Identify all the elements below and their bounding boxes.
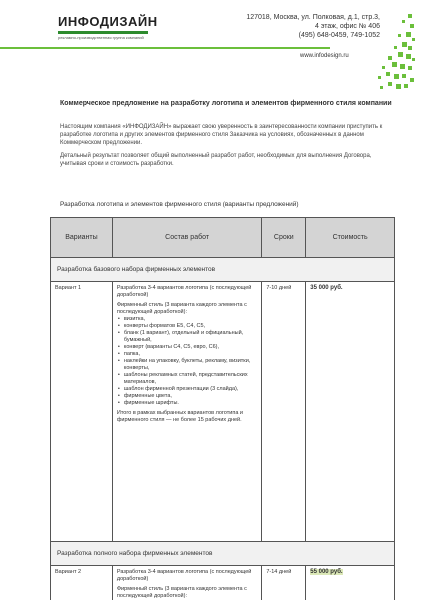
list-item: • фирменные цвета,	[117, 393, 257, 400]
company-logo	[58, 14, 158, 40]
variant-cell: Вариант 1	[51, 282, 113, 542]
contact-line: 4 этаж, офис № 406	[315, 23, 380, 30]
decorative-dots-icon	[336, 12, 416, 92]
header-divider	[0, 47, 330, 49]
list-item: • конверты форматов Е5, С4, С5,	[117, 323, 257, 330]
table-row	[51, 282, 395, 542]
list-item: • шаблоны рекламных статей, представительских материалов,	[117, 372, 257, 386]
header-terms: Сроки	[262, 218, 306, 258]
logo-text: ИНФОДИЗАЙН	[58, 14, 158, 29]
variant-cell: Вариант 2	[51, 566, 113, 600]
header-price: Стоимость	[306, 218, 395, 258]
table-title: Разработка логотипа и элементов фирменного стиля (варианты предложений)	[60, 201, 299, 208]
work-scope-cell	[112, 566, 261, 600]
table-section-row	[51, 542, 395, 566]
list-item: • папка,	[117, 351, 257, 358]
list-item: • шаблон фирменной презентации (3 слайда),	[117, 386, 257, 393]
table-header-row	[51, 218, 395, 258]
section-title-full: Разработка полного набора фирменных элементов	[51, 542, 395, 566]
terms-cell: 7-14 дней	[262, 566, 306, 600]
deliverables-list	[117, 316, 257, 407]
list-item: • визитка,	[117, 316, 257, 323]
header-variants: Варианты	[51, 218, 113, 258]
price-cell: 35 000 руб.	[306, 282, 395, 542]
logo-tagline: рекламно-производственная группа компаний	[58, 35, 144, 40]
work-scope-cell	[112, 282, 261, 542]
list-item: • бланк (1 вариант), отдельный и официальный, бумажный,	[117, 330, 257, 344]
price-highlight: 55 000 руб.	[310, 569, 343, 575]
header-work-scope: Состав работ	[112, 218, 261, 258]
row-note: Итого в рамках выбранных вариантов логотипа и фирменного стиля — не более 15 рабочих дней.	[116, 410, 243, 423]
contact-line: 127018, Москва, ул. Полковая, д.1, стр.3,	[246, 14, 380, 21]
section-title-basic: Разработка базового набора фирменных элементов	[51, 258, 395, 282]
logo-underline	[58, 31, 148, 34]
price-cell	[306, 566, 395, 600]
list-item: • наклейки на упаковку, буклеты, рекламу, визитки, конверты,	[117, 358, 257, 372]
terms-cell: 7-10 дней	[262, 282, 306, 542]
style-heading: Фирменный стиль (3 варианта каждого элемента с последующей доработкой):	[116, 302, 247, 315]
table-section-row	[51, 258, 395, 282]
style-heading: Фирменный стиль (3 варианта каждого элемента с последующей доработкой):	[116, 586, 247, 599]
contact-line: (495) 648-0459, 749-1052	[298, 32, 380, 39]
list-item: • конверт (варианты С4, С5, евро, С6),	[117, 344, 257, 351]
logo-description: Разработка 3-4 вариантов логотипа (с последующей доработкой)	[116, 569, 252, 582]
pricing-table	[50, 217, 395, 600]
website-link[interactable]: www.infodesign.ru	[300, 53, 349, 59]
table-row	[51, 566, 395, 600]
intro-paragraph: Настоящим компания «ИНФОДИЗАЙН» выражает свою уверенность в заинтересованности компании приступить к разработке логотипа и других элементов фирменного стиля Заказчика на условиях, обозначенных в данном Коммерческом предложении.	[60, 124, 383, 146]
logo-description: Разработка 3-4 вариантов логотипа (с последующей доработкой)	[116, 285, 252, 298]
proposal-title: Коммерческое предложение на разработку логотипа и элементов фирменного стиля компании	[60, 100, 392, 107]
list-item: • фирменные шрифты.	[117, 400, 257, 407]
intro-paragraph-2: Детальный результат позволяет общий выполненный разработ работ, необходимых для выполнения Договора, учитывая сроки и стоимость разработки.	[60, 153, 372, 167]
